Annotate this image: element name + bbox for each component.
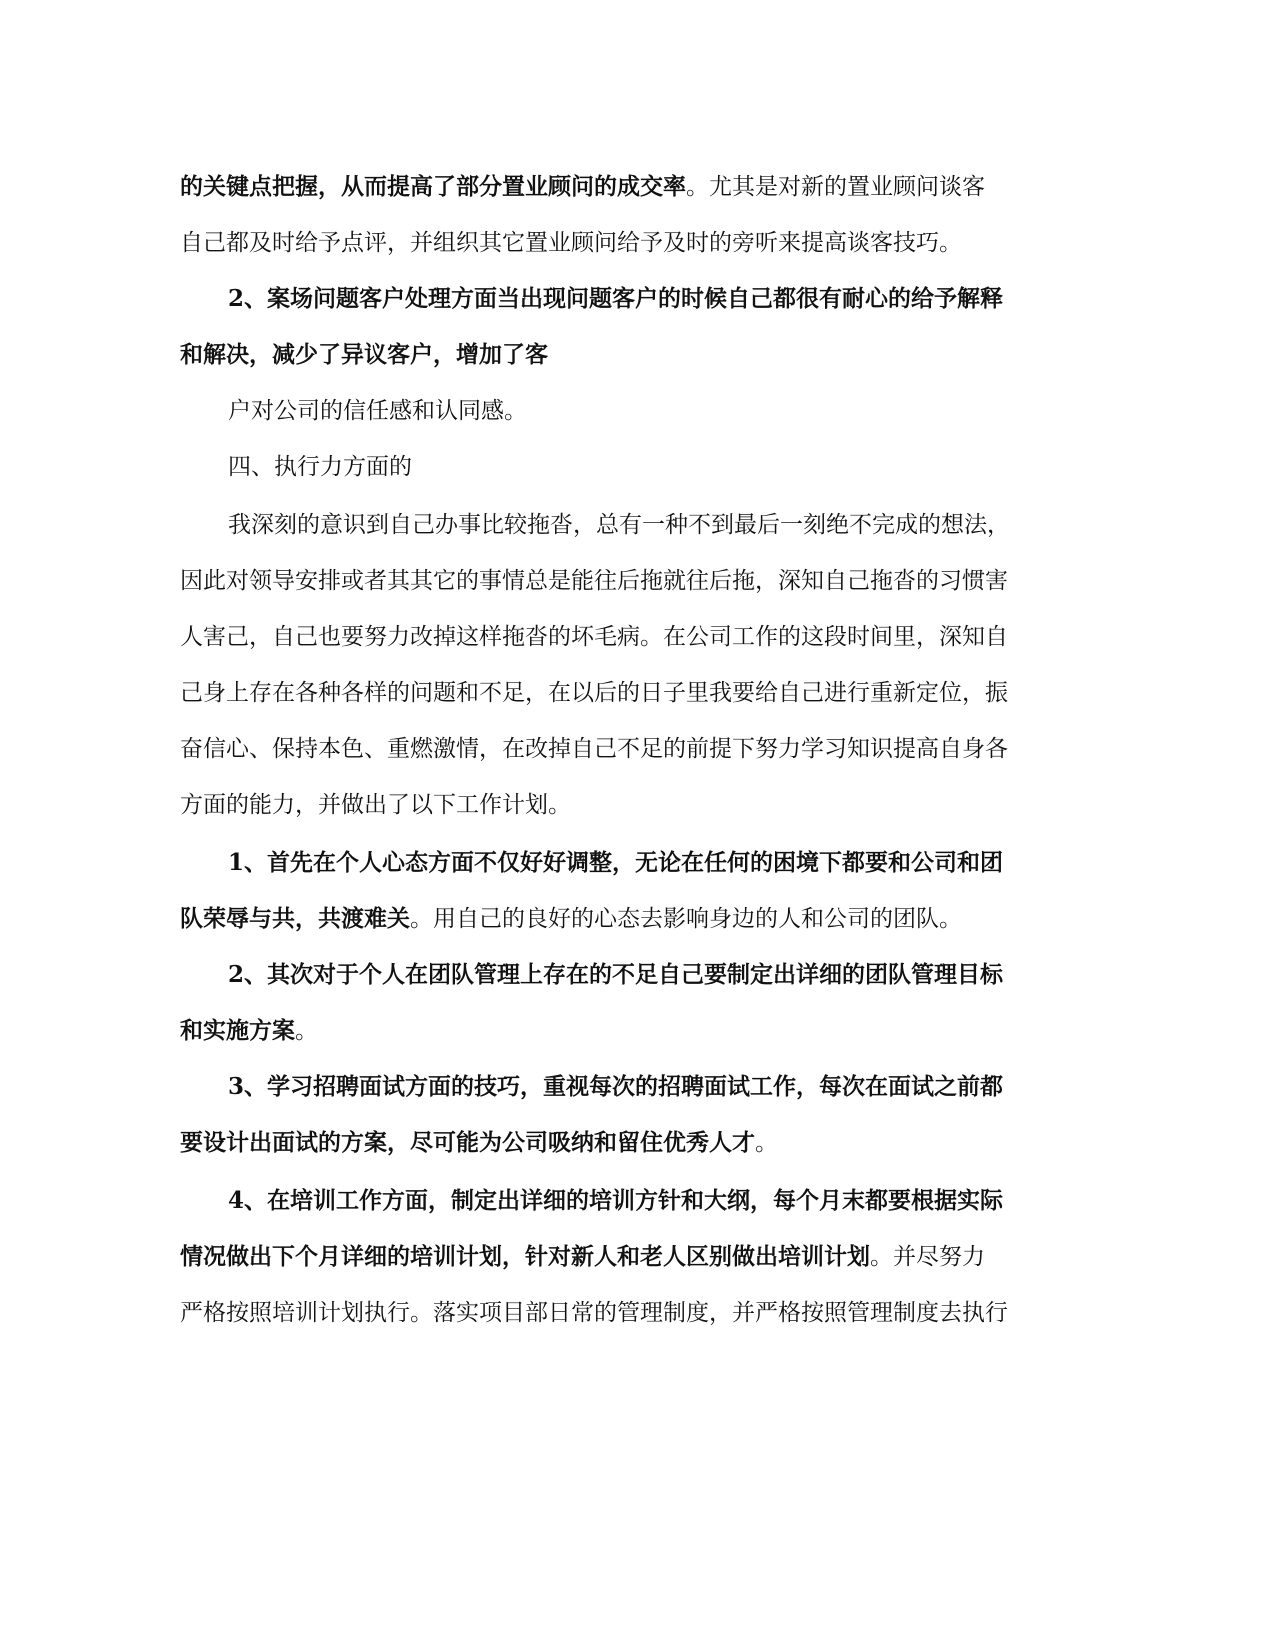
text-line: 方面的能力，并做出了以下工作计划。 — [180, 792, 571, 818]
section-heading: 四、执行力方面的 — [228, 454, 412, 480]
text-line: 和解决，减少了异议客户，增加了客 — [180, 341, 548, 368]
text-line: 我深刻的意识到自己办事比较拖沓，总有一种不到最后一刻绝不完成的想法， — [228, 512, 1010, 538]
text-line: 2、其次对于个人在团队管理上存在的不足自己要制定出详细的团队管理目标 — [228, 961, 1004, 988]
text-line: 情况做出下个月详细的培训计划，针对新人和老人区别做出培训计划。并尽努力 — [180, 1243, 985, 1270]
text-line: 严格按照培训计划执行。落实项目部日常的管理制度，并严格按照管理制度去执行 — [180, 1300, 1008, 1326]
text-line: 因此对领导安排或者其其它的事情总是能往后拖就往后拖，深知自己拖沓的习惯害 — [180, 568, 1008, 594]
text-line: 的关键点把握，从而提高了部分置业顾问的成交率。尤其是对新的置业顾问谈客 — [180, 173, 985, 200]
text-line: 2、案场问题客户处理方面当出现问题客户的时候自己都很有耐心的给予解释 — [228, 285, 1004, 312]
text-line: 人害己，自己也要努力改掉这样拖沓的坏毛病。在公司工作的这段时间里，深知自 — [180, 624, 1008, 650]
text-line: 奋信心、保持本色、重燃激情，在改掉自己不足的前提下努力学习知识提高自身各 — [180, 736, 1008, 762]
text-line: 3、学习招聘面试方面的技巧，重视每次的招聘面试工作，每次在面试之前都 — [228, 1073, 1004, 1100]
text-line: 户对公司的信任感和认同感。 — [228, 398, 527, 424]
text-line: 队荣辱与共，共渡难关。用自己的良好的心态去影响身边的人和公司的团队。 — [180, 905, 962, 932]
text-line: 己身上存在各种各样的问题和不足，在以后的日子里我要给自己进行重新定位，振 — [180, 680, 1008, 706]
text-line: 4、在培训工作方面，制定出详细的培训方针和大纲，每个月末都要根据实际 — [228, 1187, 1004, 1214]
text-line: 和实施方案。 — [180, 1017, 318, 1044]
text-line: 1、首先在个人心态方面不仅好好调整，无论在任何的困境下都要和公司和团 — [228, 849, 1004, 876]
text-line: 自己都及时给予点评，并组织其它置业顾问给予及时的旁听来提高谈客技巧。 — [180, 230, 962, 256]
text-line: 要设计出面试的方案，尽可能为公司吸纳和留住优秀人才。 — [180, 1129, 778, 1156]
